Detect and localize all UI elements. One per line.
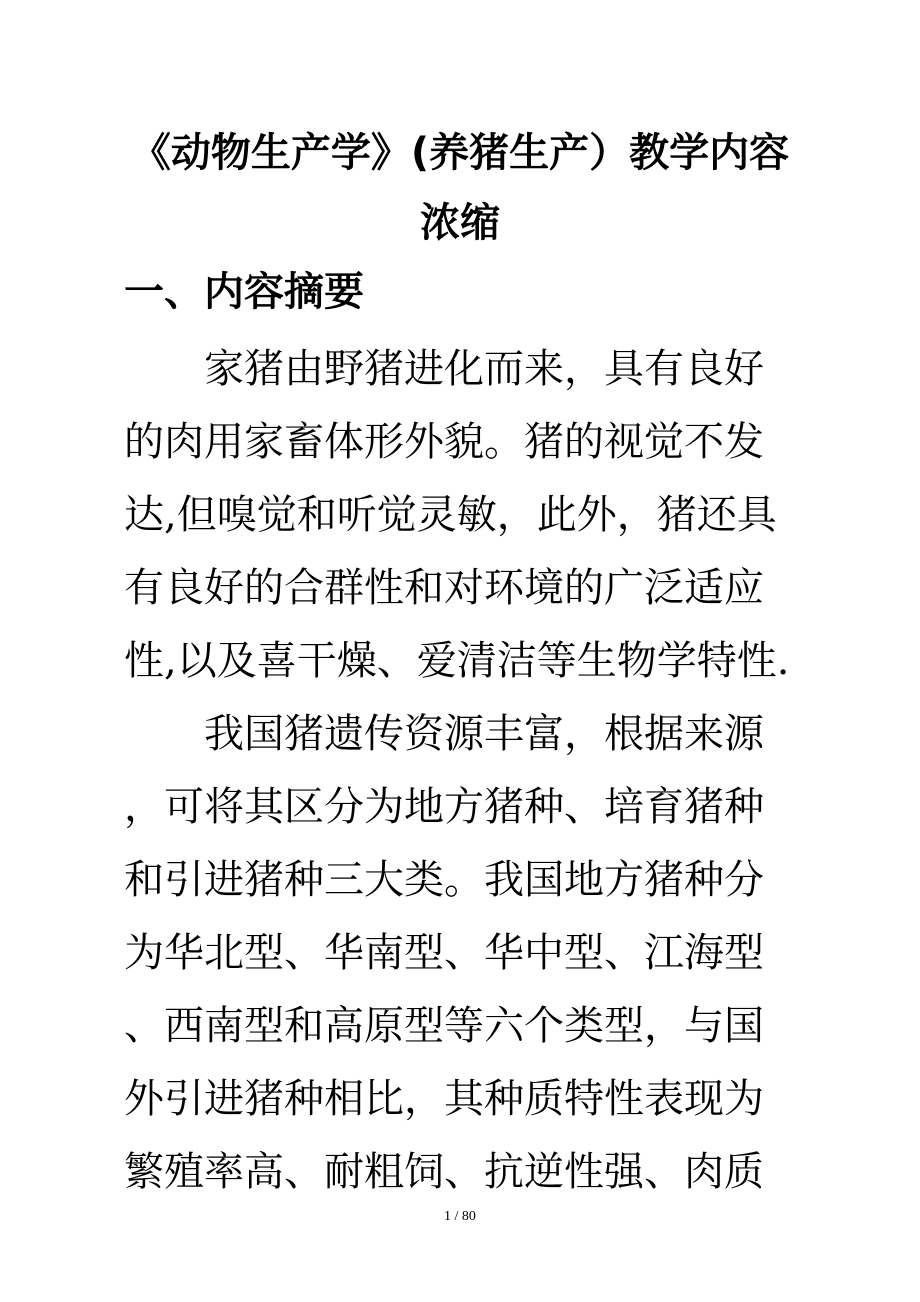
document-title xyxy=(0,118,920,258)
paragraph-line: 达,但嗅觉和听觉灵敏，此外，猪还具 xyxy=(124,492,777,538)
paragraph-line: 我国猪遗传资源丰富，根据来源 xyxy=(204,711,764,757)
paragraph-line: 的肉用家畜体形外貌。猪的视觉不发 xyxy=(124,419,764,465)
paragraph-line: 外引进猪种相比，其种质特性表现为 xyxy=(124,1076,764,1122)
section-heading: 一、内容摘要 xyxy=(124,269,364,315)
paragraph-line: 家猪由野猪进化而来，具有良好 xyxy=(204,346,764,392)
paragraph-line: 、西南型和高原型等六个类型，与国 xyxy=(124,1003,764,1049)
paragraph-line: 性,以及喜干燥、爱清洁等生物学特性. xyxy=(124,638,790,684)
paragraph-line: 和引进猪种三大类。我国地方猪种分 xyxy=(124,857,764,903)
page-number: 1 / 80 xyxy=(444,1209,476,1224)
paragraph-2 xyxy=(124,698,804,1209)
title-line-1: 《动物生产学》(养猪生产）教学内容 xyxy=(130,130,790,176)
paragraph-line: ，可将其区分为地方猪种、培育猪种 xyxy=(124,784,764,830)
paragraph-line: 有良好的合群性和对环境的广泛适应 xyxy=(124,565,764,611)
paragraph-line: 繁殖率高、耐粗饲、抗逆性强、肉质 xyxy=(124,1149,764,1195)
paragraph-line: 为华北型、华南型、华中型、江海型 xyxy=(124,930,764,976)
title-line-2: 浓缩 xyxy=(420,200,500,246)
paragraph-1 xyxy=(124,333,804,698)
